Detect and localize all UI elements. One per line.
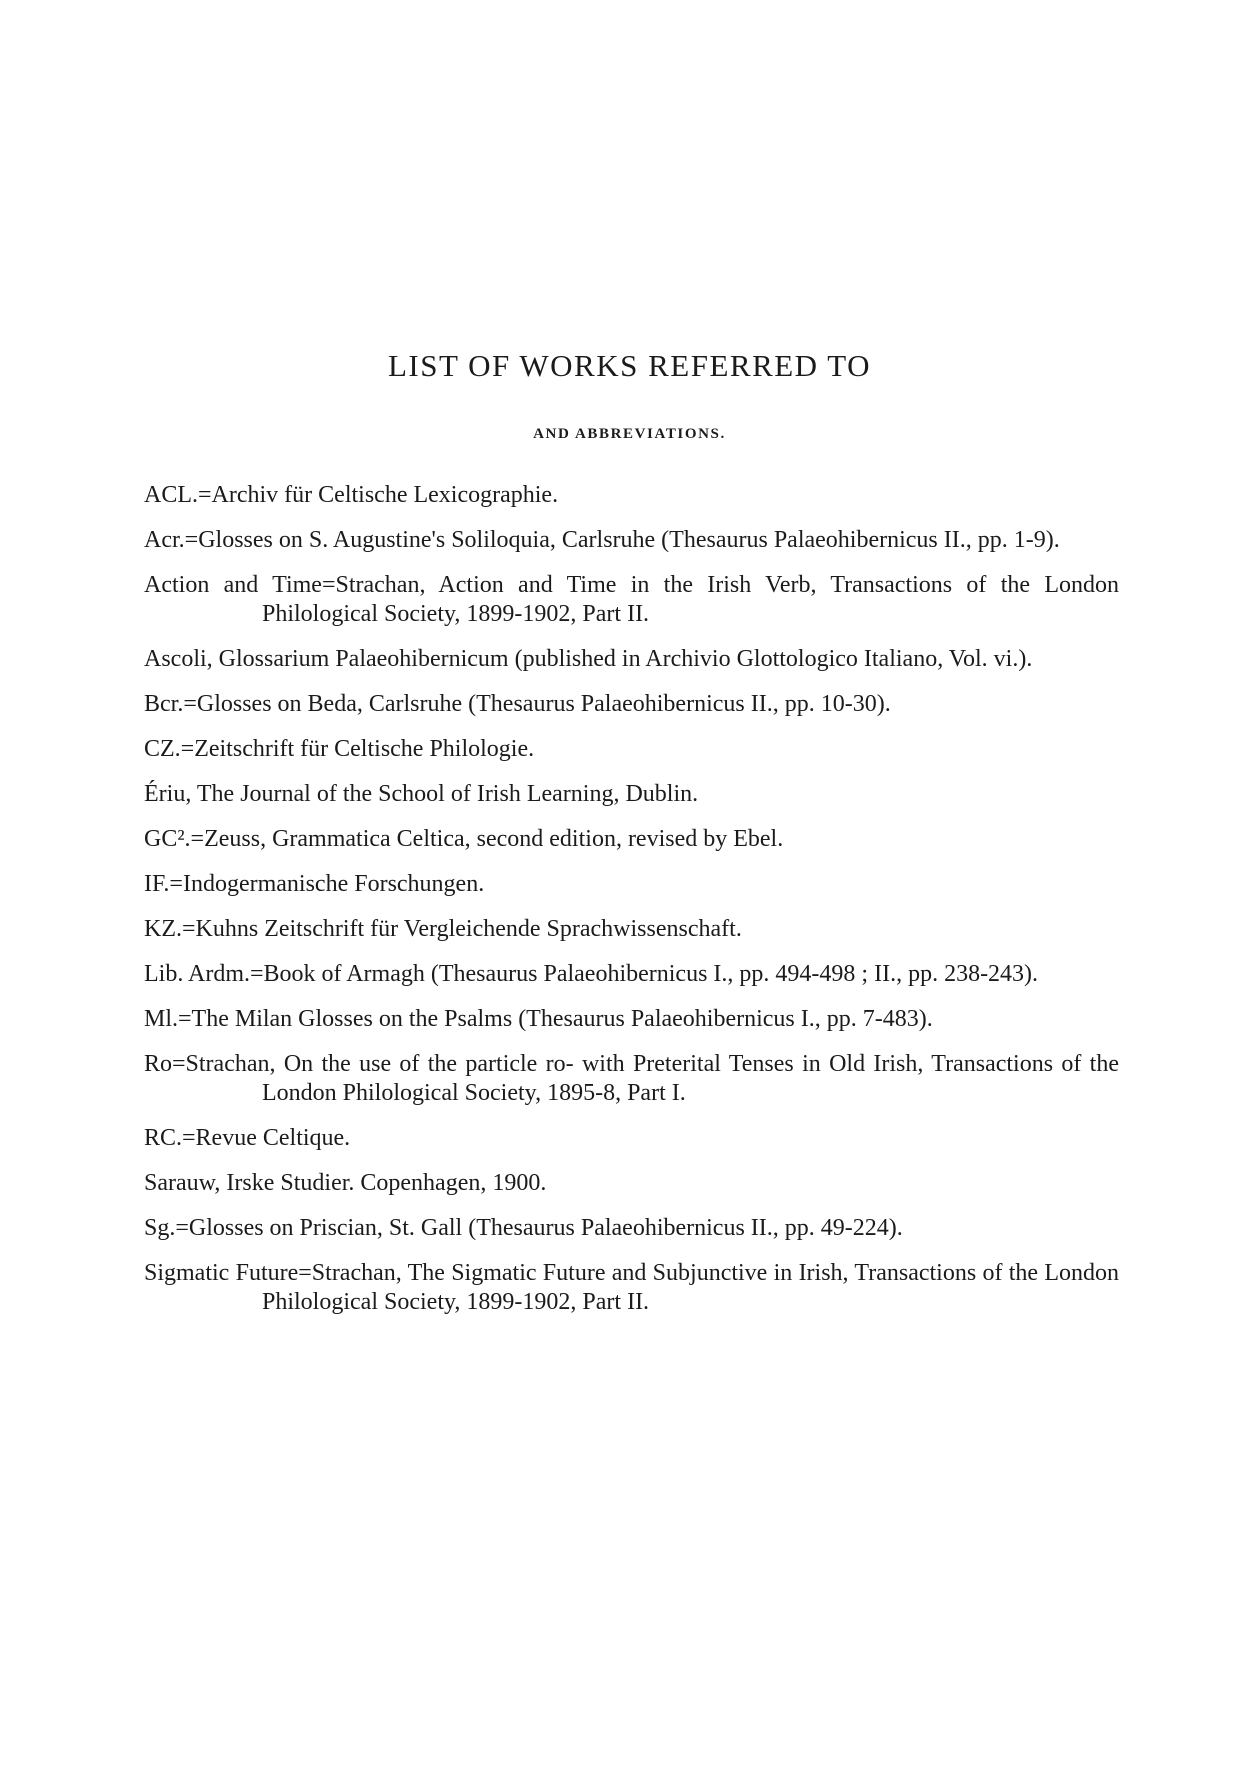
list-item: RC.=Revue Celtique. xyxy=(144,1125,351,1151)
list-item: ACL.=Archiv für Celtische Lexicographie. xyxy=(144,482,559,508)
page-subtitle: AND ABBREVIATIONS. xyxy=(533,426,726,442)
list-item: Ériu, The Journal of the School of Irish Learning, Dublin. xyxy=(144,781,699,807)
list-item: IF.=Indogermanische Forschungen. xyxy=(144,871,485,897)
list-item: Sg.=Glosses on Priscian, St. Gall (Thesaurus Palaeohibernicus II., pp. 49-224). xyxy=(144,1215,903,1241)
list-item: Bcr.=Glosses on Beda, Carlsruhe (Thesaurus Palaeohibernicus II., pp. 10-30). xyxy=(144,691,891,717)
list-item: Acr.=Glosses on S. Augustine's Soliloquia, Carlsruhe (Thesaurus Palaeohibernicus II., pp. 1-9). xyxy=(144,527,1060,553)
list-item: GC².=Zeuss, Grammatica Celtica, second edition, revised by Ebel. xyxy=(144,826,784,852)
list-item: CZ.=Zeitschrift für Celtische Philologie. xyxy=(144,736,535,762)
list-item: Ml.=The Milan Glosses on the Psalms (Thesaurus Palaeohibernicus I., pp. 7-483). xyxy=(144,1006,933,1032)
abbreviation-list xyxy=(144,481,1119,1333)
list-item: Action and Time=Strachan, Action and Time in the Irish Verb, Transactions of the London Philological Society, 1899-1902, Part II. xyxy=(144,572,1119,627)
list-item: Lib. Ardm.=Book of Armagh (Thesaurus Palaeohibernicus I., pp. 494-498 ; II., pp. 238-243). xyxy=(144,961,1039,987)
list-item: Ascoli, Glossarium Palaeohibernicum (published in Archivio Glottologico Italiano, Vol. vi.). xyxy=(144,646,1033,672)
list-item: Sigmatic Future=Strachan, The Sigmatic Future and Subjunctive in Irish, Transactions of the London Philological Society, 1899-1902, Part II. xyxy=(144,1260,1119,1315)
list-item: KZ.=Kuhns Zeitschrift für Vergleichende Sprachwissenschaft. xyxy=(144,916,742,942)
page-title: LIST OF WORKS REFERRED TO xyxy=(387,348,872,383)
list-item: Ro=Strachan, On the use of the particle ro- with Preterital Tenses in Old Irish, Transactions of the London Philological Society, 1895-8, Part I. xyxy=(144,1051,1119,1106)
list-item: Sarauw, Irske Studier. Copenhagen, 1900. xyxy=(144,1170,547,1196)
